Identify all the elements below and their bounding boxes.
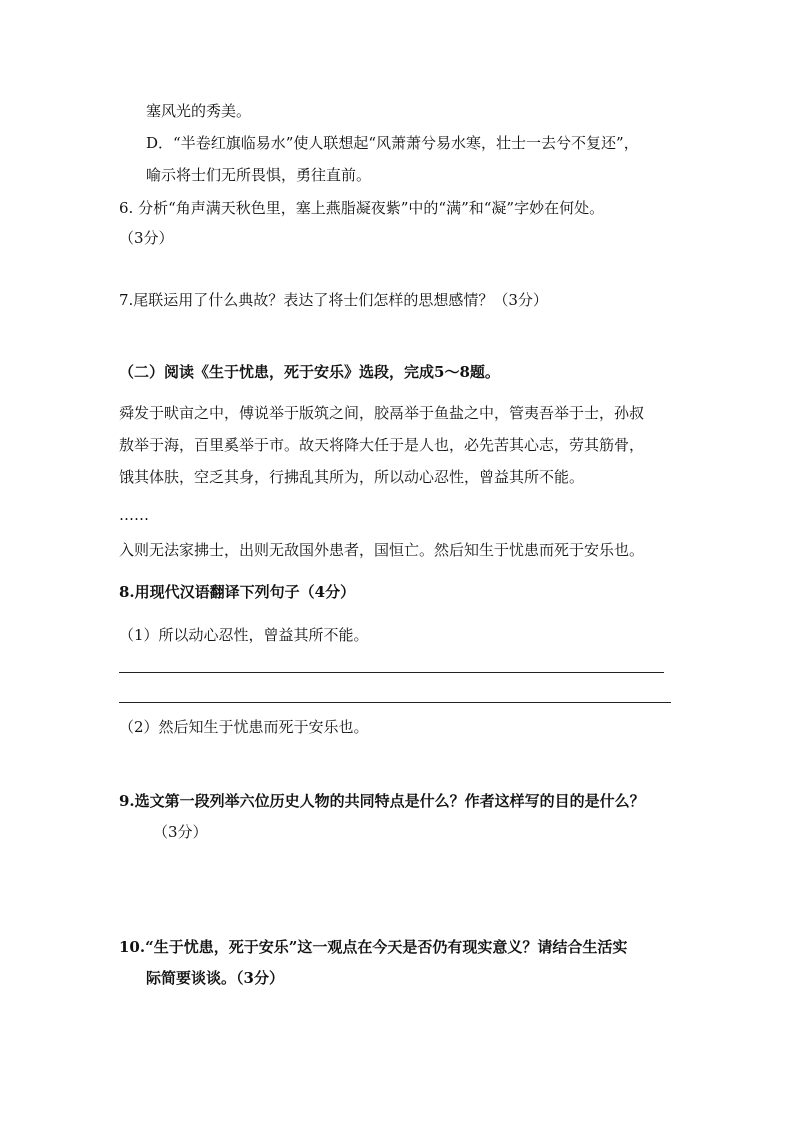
question-8-prompt: 8.用现代汉语翻译下列句子（4分） bbox=[119, 583, 356, 601]
q5-option-d-line-1: D．“半卷红旗临易水”使人联想起“风萧萧兮易水寒，壮士一去兮不复还”， bbox=[146, 134, 639, 152]
question-7: 7.尾联运用了什么典故？表达了将士们怎样的思想感情？（3分） bbox=[119, 291, 548, 309]
question-9-line-1: 9.选文第一段列举六位历史人物的共同特点是什么？作者这样写的目的是什么？ bbox=[119, 792, 645, 810]
passage-line-3: 饿其体肤，空乏其身，行拂乱其所为，所以动心忍性，曾益其所不能。 bbox=[119, 468, 585, 486]
passage-line-5: 入则无法家拂士，出则无敌国外患者，国恒亡。然后知生于忧患而死于安乐也。 bbox=[119, 541, 645, 559]
question-6-line-2: （3分） bbox=[119, 229, 174, 247]
answer-line-2[interactable] bbox=[119, 702, 671, 703]
section-2-heading: （二）阅读《生于忧患，死于安乐》选段，完成5～8题。 bbox=[119, 363, 500, 381]
passage-line-1: 舜发于畎亩之中，傅说举于版筑之间，胶鬲举于鱼盐之中，管夷吾举于士，孙叔 bbox=[119, 404, 645, 422]
question-8-item-2: （2）然后知生于忧患而死于安乐也。 bbox=[119, 718, 369, 736]
q5-option-d-line-2: 喻示将士们无所畏惧，勇往直前。 bbox=[146, 166, 372, 184]
q5-option-c-tail: 塞风光的秀美。 bbox=[146, 102, 252, 120]
question-10-line-1: 10.“生于忧患，死于安乐”这一观点在今天是否仍有现实意义？请结合生活实 bbox=[119, 938, 628, 956]
question-8-item-1: （1）所以动心忍性，曾益其所不能。 bbox=[119, 626, 369, 644]
passage-ellipsis: …… bbox=[119, 506, 149, 524]
question-10-line-2: 际简要谈谈。（3分） bbox=[146, 969, 284, 987]
question-6-line-1: 6. 分析“角声满天秋色里，塞上燕脂凝夜紫”中的“满”和“凝”字妙在何处。 bbox=[119, 199, 605, 217]
answer-line-1[interactable] bbox=[119, 672, 664, 673]
passage-line-2: 敖举于海，百里奚举于市。故天将降大任于是人也，必先苦其心志，劳其筋骨， bbox=[119, 436, 645, 454]
question-9-line-2: （3分） bbox=[153, 823, 208, 841]
